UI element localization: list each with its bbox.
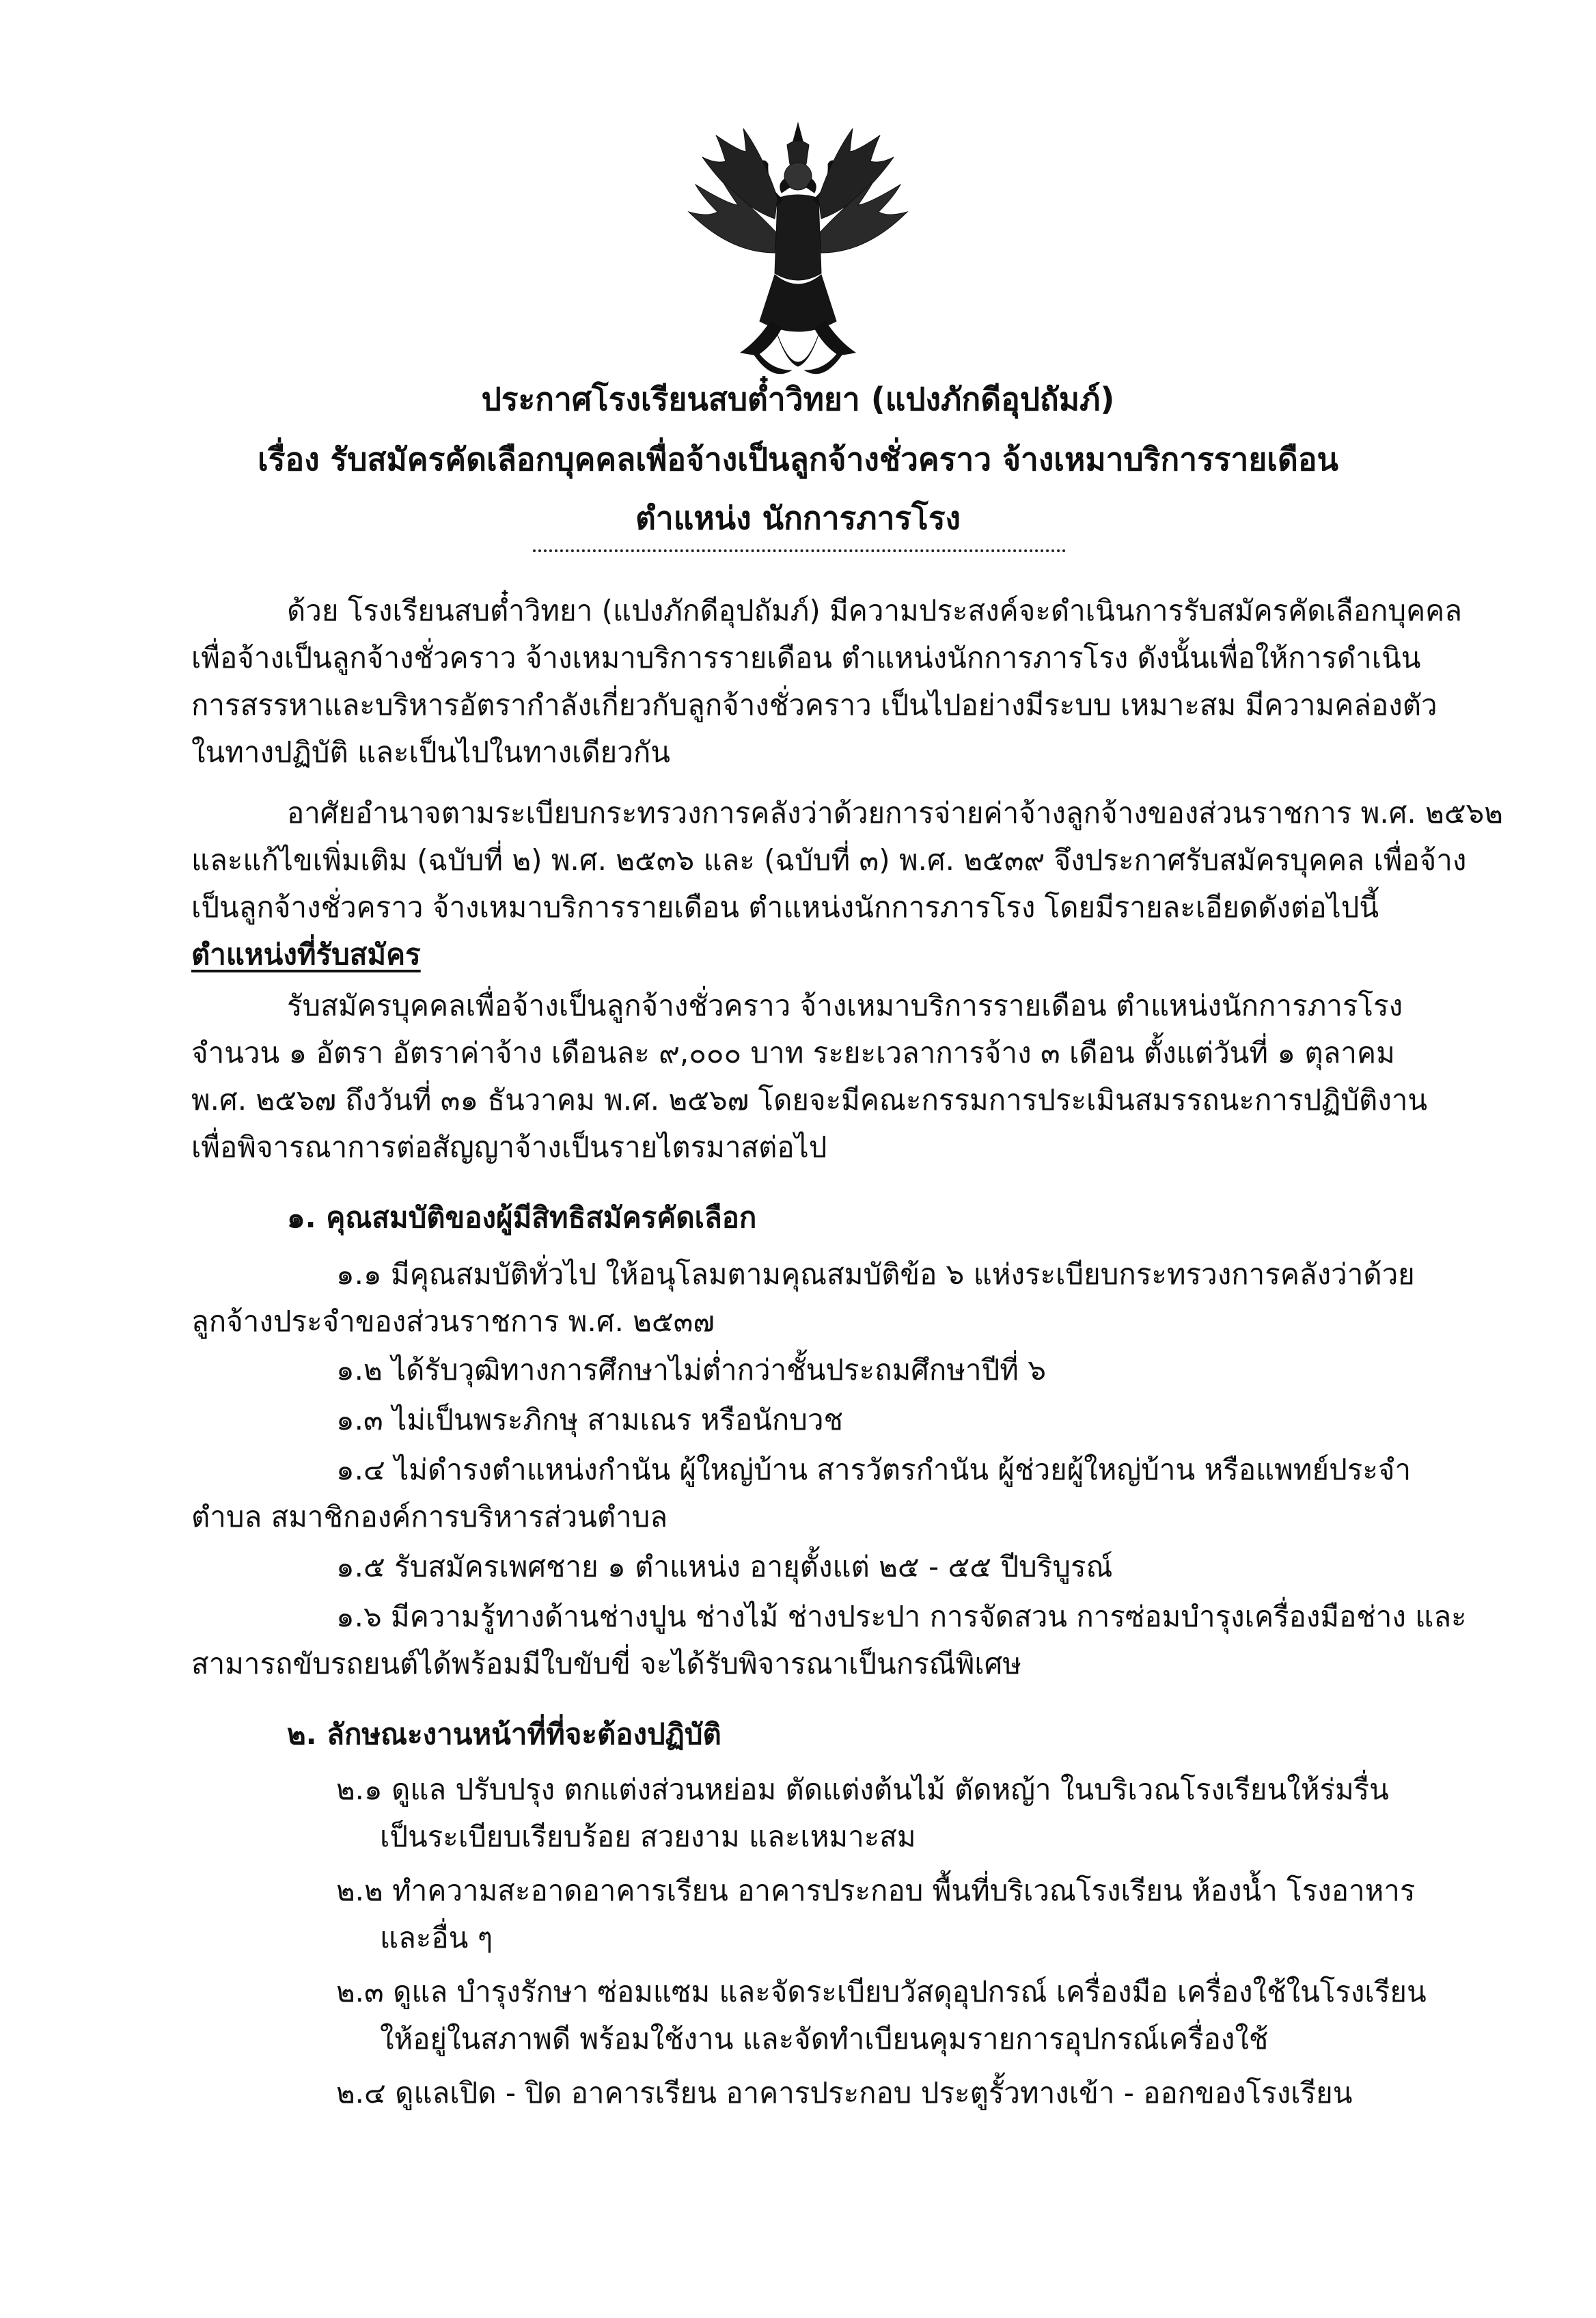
- section2-item: ๒.๓ ดูแล บำรุงรักษา ซ่อมแซม และจัดระเบียบวัสดุอุปกรณ์ เครื่องมือ เครื่องใช้ในโรงเรียน: [336, 1975, 1427, 2008]
- section1-item: ๑.๓ ไม่เป็นพระภิกษุ สามเณร หรือนักบวช: [336, 1403, 844, 1436]
- position-line: รับสมัครบุคคลเพื่อจ้างเป็นลูกจ้างชั่วคราว จ้างเหมาบริการรายเดือน ตำแหน่งนักการภารโรง: [287, 989, 1403, 1022]
- section1-heading: ๑. คุณสมบัติของผู้มีสิทธิสมัครคัดเลือก: [287, 1201, 757, 1234]
- section1-item: ตำบล สมาชิกองค์การบริหารส่วนตำบล: [191, 1500, 668, 1533]
- section2-item: ให้อยู่ในสภาพดี พร้อมใช้งาน และจัดทำเบียนคุมรายการอุปกรณ์เครื่องใช้: [380, 2022, 1269, 2056]
- section1-item: ๑.๔ ไม่ดำรงตำแหน่งกำนัน ผู้ใหญ่บ้าน สารวัตรกำนัน ผู้ช่วยผู้ใหญ่บ้าน หรือแพทย์ประจำ: [336, 1453, 1412, 1486]
- garuda-emblem-icon: [675, 116, 921, 390]
- position-heading: ตำแหน่งที่รับสมัคร: [191, 938, 421, 971]
- section1-item: ๑.๒ ได้รับวุฒิทางการศึกษาไม่ต่ำกว่าชั้นประถมศึกษาปีที่ ๖: [336, 1353, 1046, 1387]
- section1-item: สามารถขับรถยนต์ได้พร้อมมีใบขับขี่ จะได้รับพิจารณาเป็นกรณีพิเศษ: [191, 1647, 1022, 1680]
- section1-item: ๑.๑ มีคุณสมบัติทั่วไป ให้อนุโลมตามคุณสมบัติข้อ ๖ แห่งระเบียบกระทรวงการคลังว่าด้วย: [336, 1257, 1415, 1291]
- intro-p1-line: การสรรหาและบริหารอัตรากำลังเกี่ยวกับลูกจ้างชั่วคราว เป็นไปอย่างมีระบบ เหมาะสม มีความคล่องตัว: [191, 688, 1437, 722]
- announcement-position: ตำแหน่ง นักการภารโรง: [635, 500, 961, 536]
- position-line: พ.ศ. ๒๕๖๗ ถึงวันที่ ๓๑ ธันวาคม พ.ศ. ๒๕๖๗ โดยจะมีคณะกรรมการประเมินสมรรถนะการปฏิบัติงาน: [191, 1083, 1428, 1117]
- title-divider: [533, 549, 1066, 552]
- position-line: จำนวน ๑ อัตรา อัตราค่าจ้าง เดือนละ ๙,๐๐๐ บาท ระยะเวลาการจ้าง ๓ เดือน ตั้งแต่วันที่ ๑ ตุลาคม: [191, 1036, 1395, 1069]
- section2-item: เป็นระเบียบเรียบร้อย สวยงาม และเหมาะสม: [380, 1820, 916, 1853]
- section1-item: ๑.๖ มีความรู้ทางด้านช่างปูน ช่างไม้ ช่างประปา การจัดสวน การซ่อมบำรุงเครื่องมือช่าง และ: [336, 1600, 1467, 1633]
- intro-p1-line: ด้วย โรงเรียนสบต๋ำวิทยา (แปงภักดีอุปถัมภ์) มีความประสงค์จะดำเนินการรับสมัครคัดเลือกบุคคล: [287, 594, 1463, 627]
- section2-item: ๒.๒ ทำความสะอาดอาคารเรียน อาคารประกอบ พื้นที่บริเวณโรงเรียน ห้องน้ำ โรงอาหาร: [336, 1874, 1416, 1907]
- announcement-subject: เรื่อง รับสมัครคัดเลือกบุคคลเพื่อจ้างเป็นลูกจ้างชั่วคราว จ้างเหมาบริการรายเดือน: [258, 441, 1338, 478]
- intro-p2-line: อาศัยอำนาจตามระเบียบกระทรวงการคลังว่าด้วยการจ่ายค่าจ้างลูกจ้างของส่วนราชการ พ.ศ. ๒๕๖๒: [287, 796, 1503, 830]
- intro-p2-line: และแก้ไขเพิ่มเติม (ฉบับที่ ๒) พ.ศ. ๒๕๓๖ และ (ฉบับที่ ๓) พ.ศ. ๒๕๓๙ จึงประกาศรับสมัครบุคคล เพื่อจ้าง: [191, 843, 1467, 877]
- section2-heading: ๒. ลักษณะงานหน้าที่ที่จะต้องปฏิบัติ: [287, 1717, 721, 1751]
- section2-item: ๒.๑ ดูแล ปรับปรุง ตกแต่งส่วนหย่อม ตัดแต่งต้นไม้ ตัดหญ้า ในบริเวณโรงเรียนให้ร่มรื่น: [336, 1773, 1389, 1806]
- announcement-title: ประกาศโรงเรียนสบต๋ำวิทยา (แปงภักดีอุปถัมภ์): [481, 381, 1115, 418]
- section1-item: ๑.๕ รับสมัครเพศชาย ๑ ตำแหน่ง อายุตั้งแต่ ๒๕ - ๕๕ ปีบริบูรณ์: [336, 1550, 1113, 1583]
- intro-p1-line: เพื่อจ้างเป็นลูกจ้างชั่วคราว จ้างเหมาบริการรายเดือน ตำแหน่งนักการภารโรง ดังนั้นเพื่อให้การดำเนิน: [191, 641, 1421, 674]
- intro-p1-line: ในทางปฏิบัติ และเป็นไปในทางเดียวกัน: [191, 735, 670, 769]
- section2-item: ๒.๔ ดูแลเปิด - ปิด อาคารเรียน อาคารประกอบ ประตูรั้วทางเข้า - ออกของโรงเรียน: [336, 2076, 1353, 2110]
- section1-item: ลูกจ้างประจำของส่วนราชการ พ.ศ. ๒๕๓๗: [191, 1305, 715, 1338]
- position-line: เพื่อพิจารณาการต่อสัญญาจ้างเป็นรายไตรมาสต่อไป: [191, 1130, 827, 1164]
- intro-p2-line: เป็นลูกจ้างชั่วคราว จ้างเหมาบริการรายเดือน ตำแหน่งนักการภารโรง โดยมีรายละเอียดดังต่อไปนี้: [191, 890, 1379, 924]
- section2-item: และอื่น ๆ: [380, 1921, 493, 1954]
